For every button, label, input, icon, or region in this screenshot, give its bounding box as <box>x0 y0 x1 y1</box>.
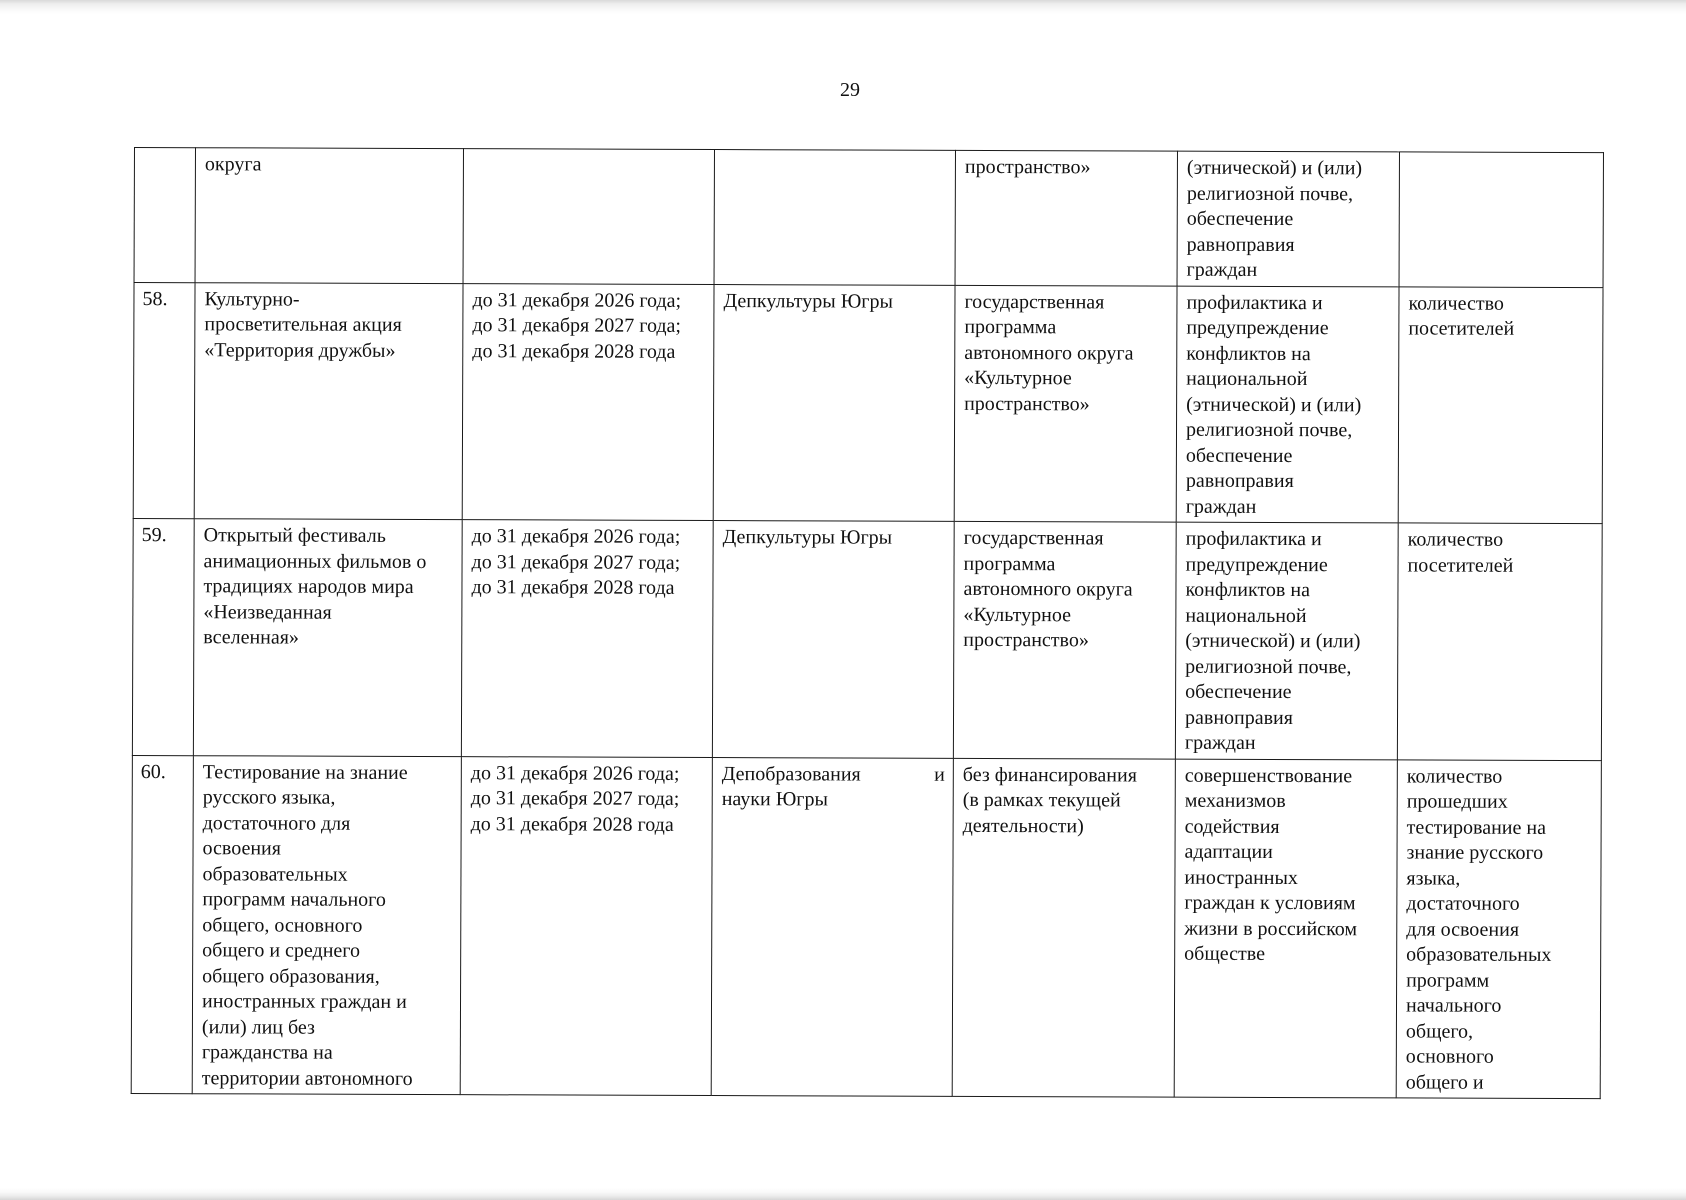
executor-text: науки Югры <box>721 788 828 811</box>
deadline-cell <box>463 149 714 284</box>
row-number-cell: 59. <box>132 518 194 755</box>
page-number: 29 <box>840 79 860 101</box>
table-row <box>132 518 1602 760</box>
expected-result-cell: (этнической) и (или) религиозной почве, обеспечение равноправия граждан <box>1177 151 1399 286</box>
measure-name-cell: Культурно- просветительная акция «Территория дружбы» <box>194 282 463 519</box>
measures-table <box>131 147 1604 1099</box>
measure-name-cell: Открытый фестиваль анимационных фильмов о традициях народов мира «Неизведанная вселенная» <box>193 519 462 756</box>
measure-name-cell: Тестирование на знание русского языка, достаточного для освоения образовательных программ начального общего, основного общего и среднего общего образования, иностранных граждан и (или) лиц без гражданства на территории автономного <box>192 755 461 1094</box>
expected-result-cell: профилактика и предупреждение конфликтов на национальной (этнической) и (или) религиозной почве, обеспечение равноправия граждан <box>1175 522 1398 759</box>
table-row <box>131 755 1601 1099</box>
table-row <box>133 282 1603 524</box>
scan-edge-bottom <box>0 1188 1686 1200</box>
funding-source-cell: пространство» <box>955 150 1177 285</box>
scan-edge-top <box>0 0 1686 14</box>
deadline-cell: до 31 декабря 2026 года; до 31 декабря 2027 года; до 31 декабря 2028 года <box>462 283 714 520</box>
funding-source-cell: государственная программа автономного округа «Культурное пространство» <box>953 521 1176 758</box>
indicator-cell: количество посетителей <box>1397 523 1602 760</box>
row-number-cell <box>134 148 195 283</box>
deadline-cell: до 31 декабря 2026 года; до 31 декабря 2027 года; до 31 декабря 2028 года <box>461 520 713 757</box>
funding-source-cell: без финансирования (в рамках текущей деятельности) <box>952 758 1175 1097</box>
expected-result-cell: профилактика и предупреждение конфликтов на национальной (этнической) и (или) религиозной почве, обеспечение равноправия граждан <box>1176 286 1399 523</box>
deadline-cell: до 31 декабря 2026 года; до 31 декабря 2027 года; до 31 декабря 2028 года <box>460 756 712 1095</box>
measure-name-cell: округа <box>195 148 463 283</box>
row-number-cell: 60. <box>131 755 193 1094</box>
executor-cell: Депкультуры Югры <box>712 521 954 758</box>
executor-line <box>722 762 945 788</box>
expected-result-cell: совершенствование механизмов содействия адаптации иностранных граждан к условиям жизни в российском обществе <box>1174 759 1397 1098</box>
row-number-cell: 58. <box>133 282 195 519</box>
indicator-cell <box>1399 152 1603 287</box>
indicator-cell: количество прошедших тестирование на знание русского языка, достаточного для освоения образовательных программ начального общего, основного общего и <box>1396 759 1601 1098</box>
executor-cell: Депкультуры Югры <box>713 284 955 521</box>
executor-text: и <box>934 763 945 786</box>
executor-cell <box>714 150 955 285</box>
indicator-cell: количество посетителей <box>1398 286 1603 523</box>
table-row <box>134 148 1603 288</box>
funding-source-cell: государственная программа автономного округа «Культурное пространство» <box>954 285 1177 522</box>
executor-cell <box>711 757 953 1096</box>
executor-text: Депобразования <box>721 762 861 786</box>
